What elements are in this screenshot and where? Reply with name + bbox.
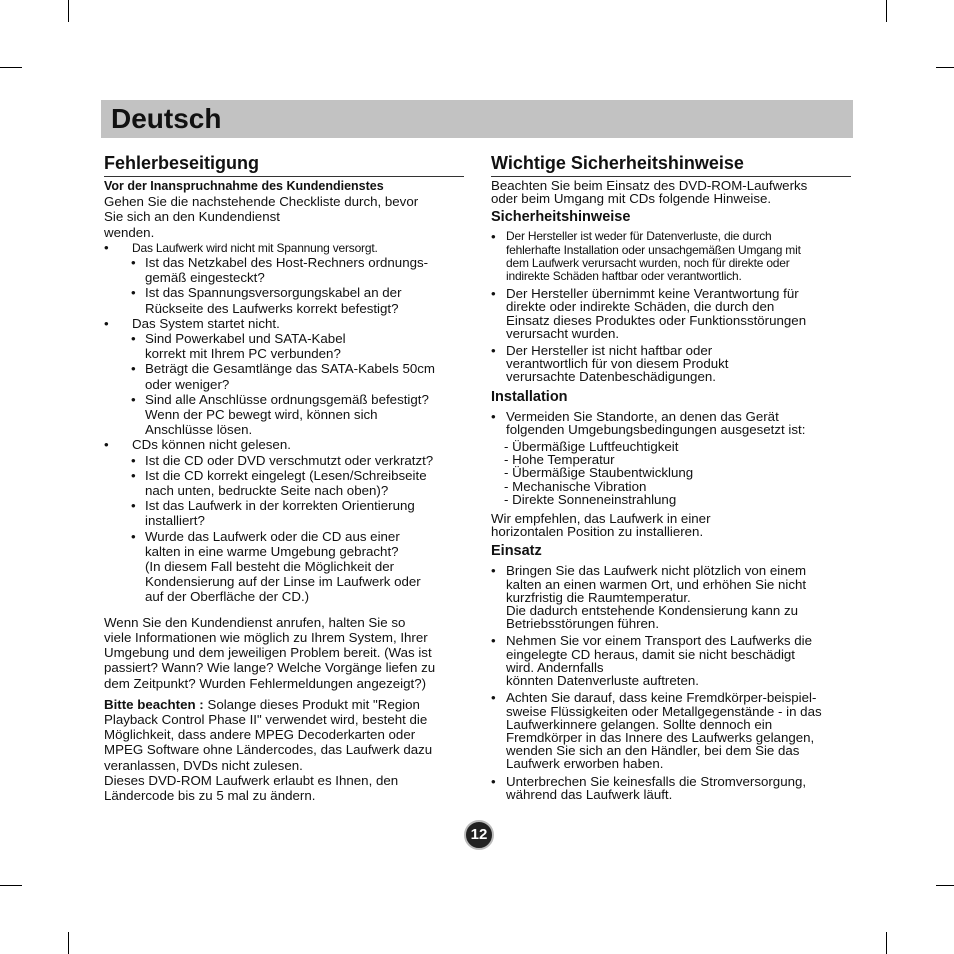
check-text: Wenn der PC bewegt wird, können sich — [145, 407, 378, 423]
paragraph-line: passiert? Wann? Wie lange? Welche Vorgänge liefen zu — [104, 660, 436, 676]
condition-item: - Mechanische Vibration — [504, 478, 647, 494]
check-item — [104, 285, 464, 315]
check-item — [104, 468, 464, 498]
list-item — [491, 775, 851, 801]
intro-heading: Vor der Inanspruchnahme des Kundendienstes — [104, 179, 384, 193]
list-text: Laufwerk erworben haben. — [506, 756, 664, 772]
subsection-title-safety: Sicherheitshinweise — [491, 209, 631, 226]
check-text: oder weniger? — [145, 376, 230, 392]
list-text: könnten Datenverluste auftreten. — [506, 673, 699, 689]
bullet-icon: • — [491, 633, 496, 649]
check-text: auf der Oberfläche der CD.) — [145, 589, 310, 605]
check-text: Rückseite des Laufwerks korrekt befestigt? — [145, 300, 399, 316]
bullet-icon: • — [131, 467, 136, 483]
list-item — [491, 634, 851, 687]
list-text: Nehmen Sie vor einem Transport des Laufwerks die — [506, 633, 812, 649]
service-paragraph — [104, 615, 464, 691]
check-text: gemäß eingesteckt? — [145, 270, 265, 286]
note-label: Bitte beachten : — [104, 696, 204, 712]
subsection-title-usage: Einsatz — [491, 543, 542, 560]
list-text: Die dadurch entstehende Kondensierung kann zu — [506, 603, 799, 619]
bullet-icon: • — [491, 229, 496, 245]
list-text: dem Laufwerk verursacht wurden, noch für direkte oder — [506, 255, 790, 270]
problem-label: Das System startet nicht. — [132, 315, 280, 331]
condition-list — [491, 440, 851, 506]
crop-mark — [886, 0, 887, 22]
check-text: kalten in eine warme Umgebung gebracht? — [145, 543, 399, 559]
troubleshooting-column — [104, 152, 464, 803]
list-text: Unterbrechen Sie keinesfalls die Stromversorgung, — [506, 773, 807, 789]
install-note — [491, 512, 851, 538]
paragraph-line: Wenn Sie den Kundendienst anrufen, halten Sie so — [104, 614, 406, 630]
subsection-title-installation: Installation — [491, 388, 568, 405]
language-header-bar — [101, 100, 853, 138]
list-text: während das Laufwerk läuft. — [506, 786, 673, 802]
check-text: Ist das Netzkabel des Host-Rechners ordnungs- — [145, 255, 429, 271]
intro-text: wenden. — [104, 224, 155, 240]
list-text: direkte oder indirekte Schäden, die durch den — [506, 299, 775, 315]
check-text: Ist die CD oder DVD verschmutzt oder verkratzt? — [145, 452, 434, 468]
list-text: indirekte Schäden haftbar oder verantwortlich. — [506, 269, 742, 284]
check-text: (In diesem Fall besteht die Möglichkeit der — [145, 559, 395, 575]
paragraph-line: viele Informationen wie möglich zu Ihrem System, Ihrer — [104, 629, 428, 645]
condition-item: - Direkte Sonneneinstrahlung — [504, 491, 677, 507]
paragraph-line: horizontalen Position zu installieren. — [491, 524, 704, 540]
list-text: Laufwerkinnere gelangen. Sollte dennoch ein — [506, 716, 773, 732]
problem-label: Das Laufwerk wird nicht mit Spannung versorgt. — [132, 240, 378, 255]
condition-item: - Übermäßige Luftfeuchtigkeit — [504, 439, 679, 455]
condition-item: - Hohe Temperatur — [504, 452, 615, 468]
bullet-icon: • — [491, 286, 496, 302]
note-text: Solange dieses Produkt mit "Region — [203, 696, 420, 712]
list-text: fehlerhafte Installation oder unsachgemäßen Umgang mit — [506, 242, 801, 257]
bullet-icon: • — [491, 563, 496, 579]
bullet-icon: • — [104, 315, 109, 331]
check-item — [104, 453, 464, 468]
check-text: Ist die CD korrekt eingelegt (Lesen/Schreibseite — [145, 467, 427, 483]
check-text: Sind alle Anschlüsse ordnungsgemäß befestigt? — [145, 391, 429, 407]
check-text: korrekt mit Ihrem PC verbunden? — [145, 346, 341, 362]
intro-text: Sie sich an den Kundendienst — [104, 209, 280, 225]
list-text: eingelegte CD heraus, damit sie nicht beschädigt — [506, 646, 796, 662]
paragraph-line — [104, 697, 464, 712]
bullet-icon: • — [491, 690, 496, 706]
paragraph-line: Umgebung und dem jeweiligen Problem bereit. (Was ist — [104, 645, 432, 661]
paragraph-line: Wir empfehlen, das Laufwerk in einer — [491, 511, 711, 527]
list-text: sweise Flüssigkeiten oder Metallgegenstände - in das — [506, 703, 822, 719]
list-text: Achten Sie darauf, dass keine Fremdkörper-beispiel- — [506, 690, 817, 706]
check-item — [104, 392, 464, 438]
list-item — [491, 287, 851, 340]
bullet-icon: • — [131, 361, 136, 377]
intro-text: Beachten Sie beim Einsatz des DVD-ROM-Laufwerks — [491, 178, 808, 193]
bullet-icon: • — [131, 452, 136, 468]
list-text: Betriebsstörungen führen. — [506, 616, 660, 632]
list-text: Fremdkörper in das Innere des Laufwerks gelangen, — [506, 729, 815, 745]
list-text: wird. Andernfalls — [506, 659, 604, 675]
check-item — [104, 361, 464, 391]
list-text: kurzfristig die Raumtemperatur. — [506, 589, 691, 605]
check-text: Ist das Laufwerk in der korrekten Orientierung — [145, 498, 415, 514]
list-item — [491, 344, 851, 384]
paragraph-line: Playback Control Phase II" verwendet wird, besteht die — [104, 711, 428, 727]
bullet-icon: • — [104, 239, 109, 255]
list-text: Der Hersteller übernimmt keine Verantwortung für — [506, 286, 799, 302]
bullet-icon: • — [104, 437, 109, 453]
check-text: Beträgt die Gesamtlänge das SATA-Kabels 50cm — [145, 361, 435, 377]
intro-text: Gehen Sie die nachstehende Checkliste durch, bevor — [104, 194, 419, 210]
list-item — [104, 437, 464, 452]
bullet-icon: • — [131, 498, 136, 514]
paragraph-line: MPEG Software ohne Ländercodes, das Laufwerk dazu — [104, 742, 433, 758]
crop-mark — [936, 67, 954, 68]
list-item — [491, 564, 851, 630]
list-text: Bringen Sie das Laufwerk nicht plötzlich von einem — [506, 563, 807, 579]
check-item — [104, 255, 464, 285]
bullet-icon: • — [131, 255, 136, 271]
check-text: Ist das Spannungsversorgungskabel an der — [145, 285, 402, 301]
check-item — [104, 331, 464, 361]
check-text: Wurde das Laufwerk oder die CD aus einer — [145, 528, 400, 544]
check-text: nach unten, bedruckte Seite nach oben)? — [145, 483, 389, 499]
note-paragraph — [104, 697, 464, 803]
list-text: Der Hersteller ist weder für Datenverluste, die durch — [506, 229, 772, 244]
bullet-icon: • — [491, 343, 496, 359]
paragraph-line: veranlassen, DVDs nicht zulesen. — [104, 757, 303, 773]
bullet-icon: • — [491, 773, 496, 789]
safety-column — [491, 152, 851, 801]
page-number-badge: 12 — [464, 820, 494, 850]
list-text: verursachte Datenbeschädigungen. — [506, 369, 716, 385]
list-text: Vermeiden Sie Standorte, an denen das Gerät — [506, 408, 779, 424]
check-text: Sind Powerkabel und SATA-Kabel — [145, 331, 346, 347]
list-item — [104, 316, 464, 331]
crop-mark — [0, 67, 22, 68]
bullet-icon: • — [491, 408, 496, 424]
bullet-icon: • — [131, 391, 136, 407]
list-text: folgenden Umgebungsbedingungen ausgesetzt ist: — [506, 421, 806, 437]
paragraph-line: dem Zeitpunkt? Wurden Fehlermeldungen angezeigt?) — [104, 675, 427, 691]
list-text: verursacht wurden. — [506, 325, 620, 341]
list-text: kalten an einen warmen Ort, und erhöhen Sie nicht — [506, 576, 807, 592]
list-text: wenden Sie sich an den Händler, bei dem Sie das — [506, 743, 800, 759]
check-text: Kondensierung auf der Linse im Laufwerk oder — [145, 574, 421, 590]
page-title: Deutsch — [111, 103, 222, 134]
check-item — [104, 498, 464, 528]
crop-mark — [68, 0, 69, 22]
problem-label: CDs können nicht gelesen. — [132, 437, 291, 453]
list-text: Einsatz dieses Produktes oder Funktionsstörungen — [506, 312, 807, 328]
paragraph-line: Möglichkeit, dass andere MPEG Decoderkarten oder — [104, 727, 416, 743]
list-item — [491, 410, 851, 436]
intro-text: oder beim Umgang mit CDs folgende Hinweise. — [491, 191, 772, 207]
list-item — [104, 240, 464, 255]
list-item — [491, 230, 851, 283]
list-text: Der Hersteller ist nicht haftbar oder — [506, 343, 713, 359]
check-text: Anschlüsse lösen. — [145, 422, 253, 438]
section-title-safety: Wichtige Sicherheitshinweise — [491, 152, 851, 177]
list-text: verantwortlich für von diesem Produkt — [506, 356, 729, 372]
check-item — [104, 529, 464, 605]
crop-mark — [886, 932, 887, 954]
condition-item: - Übermäßige Staubentwicklung — [504, 465, 694, 481]
crop-mark — [936, 885, 954, 886]
paragraph-line: Ländercode bis zu 5 mal zu ändern. — [104, 787, 316, 803]
check-text: installiert? — [145, 513, 205, 529]
list-item — [491, 691, 851, 770]
bullet-icon: • — [131, 285, 136, 301]
crop-mark — [0, 885, 22, 886]
bullet-icon: • — [131, 528, 136, 544]
bullet-icon: • — [131, 331, 136, 347]
paragraph-line: Dieses DVD-ROM Laufwerk erlaubt es Ihnen, den — [104, 772, 399, 788]
crop-mark — [68, 932, 69, 954]
section-title-troubleshooting: Fehlerbeseitigung — [104, 152, 464, 177]
